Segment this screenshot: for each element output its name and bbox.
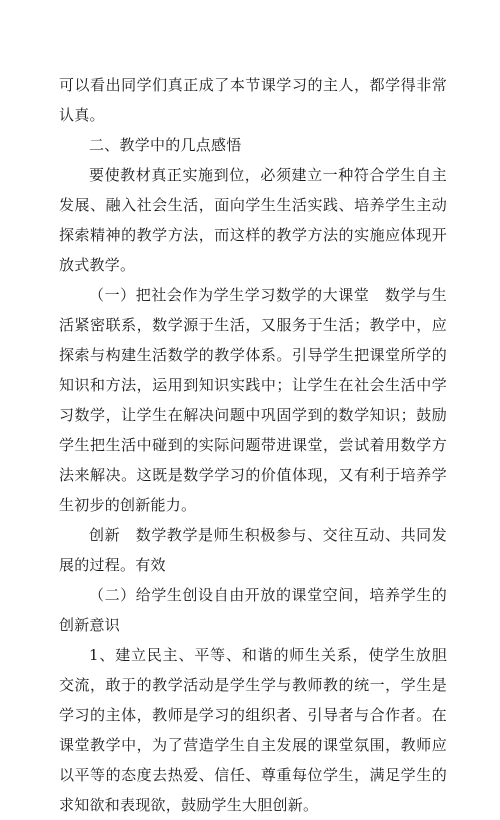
section-heading: 二、教学中的几点感悟 xyxy=(89,136,242,154)
paragraph-point-1: 1、建立民主、平等、和谐的师生关系，使学生放胆交流，敢于的教学活动是学生学与教师教的统一，学生是学习的主体，教师是学习的组织者、引导者与合作者。在课堂教学中，为了营造学生自主发展的课堂氛围，教师应以平等的态度去热爱、信任、尊重每位学生，满足学生的求知欲和表现欲，鼓励学生大胆创新。 xyxy=(59,646,447,814)
paragraph-intro: 要使教材真正实施到位，必须建立一种符合学生自主发展、融入社会生活，面向学生生活实践、培养学生主动探索精神的教学方法，而这样的教学方法的实施应体现开放式教学。 xyxy=(59,166,447,274)
paragraph-continuation: 可以看出同学们真正成了本节课学习的主人，都学得非常认真。 xyxy=(59,76,447,124)
subsection-heading-2: （二）给学生创设自由开放的课堂空间，培养学生的创新意识 xyxy=(59,586,447,634)
paragraph-innovation: 创新 数学教学是师生积极参与、交往互动、共同发展的过程。有效 xyxy=(59,526,447,574)
paragraph-subsection-1: （一）把社会作为学生学习数学的大课堂 数学与生活紧密联系，数学源于生活，又服务于生活；教学中，应探索与构建生活数学的教学体系。引导学生把课堂所学的知识和方法，运用到知识实践中；让学生在社会生活中学习数学，让学生在解决问题中巩固学到的数学知识；鼓励学生把生活中碰到的实际问题带进课堂，尝试着用数学方法来解决。这既是数学学习的价值体现，又有利于培养学生初步的创新能力。 xyxy=(59,286,447,514)
